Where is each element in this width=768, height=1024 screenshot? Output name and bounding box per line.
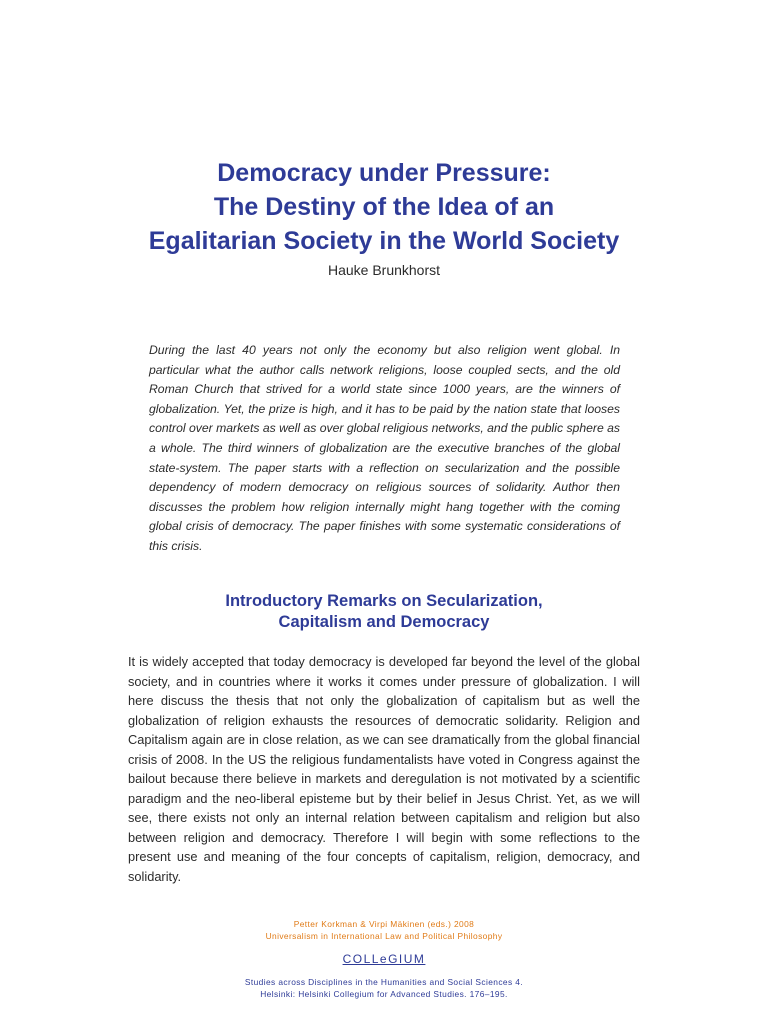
title-line-3: Egalitarian Society in the World Society (148, 227, 620, 255)
section-heading-line-1: Introductory Remarks on Secularization, (225, 592, 543, 610)
publication-footer (0, 918, 768, 1000)
section-heading (0, 591, 768, 633)
title-line-2: The Destiny of the Idea of an (213, 193, 555, 221)
abstract: During the last 40 years not only the economy but also religion went global. In particular what the author calls network religions, loose coupled sects, and the old Roman Church that strived for a world state since 1000 years, are the winners of globalization. Yet, the prize is high, and it has to be paid by the nation state that looses control over markets as well as over global religious networks, and the public sphere as a whole. The third winners of globalization are the executive branches of the global state-system. The paper starts with a reflection on secularization and the possible dependency of modern democracy on religious sources of solidarity. Author then discusses the problem how religion internally might hang together with the coming global crisis of democracy. The paper finishes with some systematic considerations of this crisis. (149, 343, 620, 553)
author-name: Hauke Brunkhorst (327, 262, 441, 278)
section-heading-line-2: Capitalism and Democracy (278, 613, 490, 631)
footer-editors: Petter Korkman & Virpi Mäkinen (eds.) 2008 (293, 919, 475, 929)
paper-title (0, 156, 768, 258)
footer-book-title: Universalism in International Law and Political Philosophy (265, 931, 503, 941)
footer-publisher: Helsinki: Helsinki Collegium for Advanced Studies. 176–195. (260, 989, 508, 999)
body-paragraph: It is widely accepted that today democracy is developed far beyond the level of the global society, and in countries where it works it comes under pressure of globalization. I will here discuss the thesis that not only the globalization of capitalism but as well the globalization of religion exhausts the resources of democratic solidarity. Religion and Capitalism again are in close relation, as we can see dramatically from the global financial crisis of 2008. In the US the religious fundamentalists have voted in Congress against the bailout because there believe in markets and deregulation is not motivated by a scientific paradigm and the neo-liberal episteme but by their belief in Jesus Christ. Yet, as we will see, there exists not only an internal relation between capitalism and religion but also between religion and democracy. Therefore I will begin with some reflections to the present use and meaning of the four concepts of capitalism, religion, democracy, and solidarity. (128, 654, 640, 884)
title-line-1: Democracy under Pressure: (217, 159, 551, 187)
collegium-logo: COLLeGIUM (342, 952, 426, 966)
footer-series: Studies across Disciplines in the Humanities and Social Sciences 4. (244, 977, 524, 987)
